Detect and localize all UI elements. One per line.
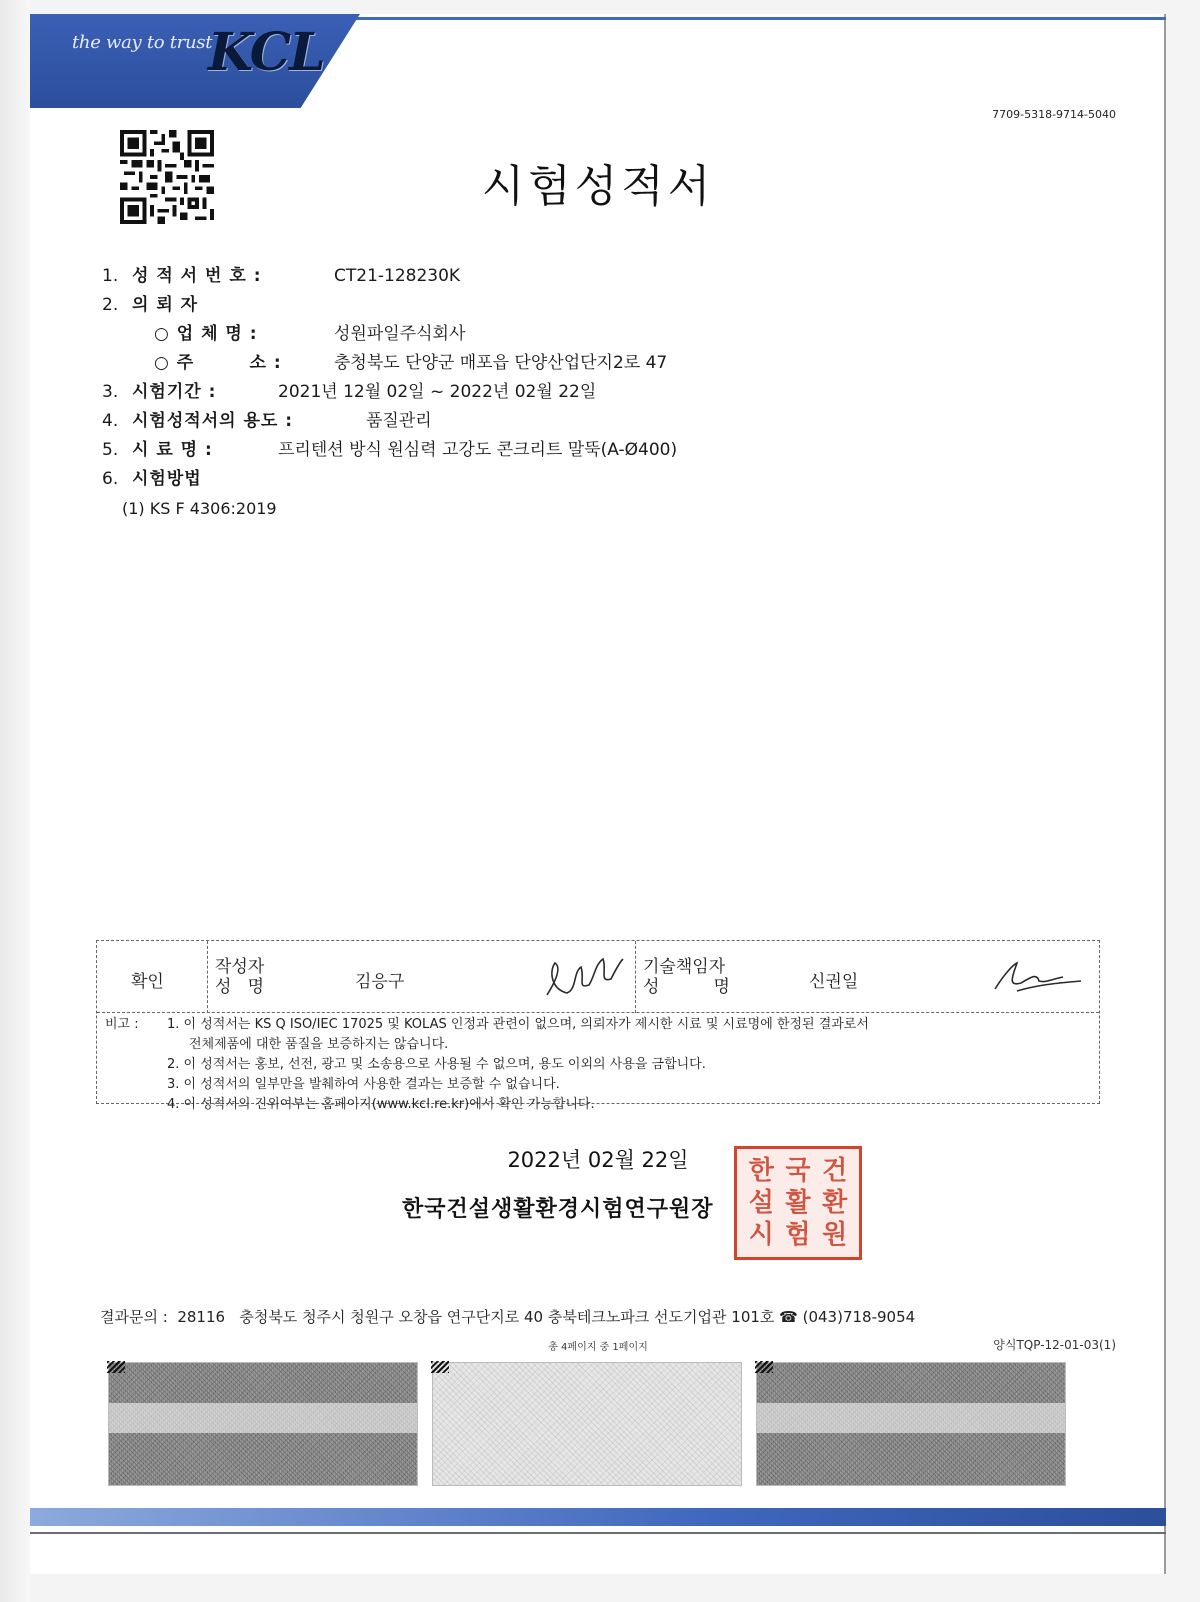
seal-char: 험 [785, 1220, 811, 1250]
writer-name-label: 성 명 [215, 977, 265, 997]
issuing-organization: 한국건설생활환경시험연구원장 [402, 1197, 714, 1222]
tagline: the way to trust [72, 32, 213, 53]
seal-char: 활 [785, 1188, 811, 1218]
item-number: 4. [102, 411, 119, 431]
tech-signature-icon [987, 953, 1087, 1003]
report-number-value: CT21-128230K [334, 266, 461, 286]
seal-char: 환 [822, 1188, 848, 1218]
item-number: 5. [102, 440, 119, 460]
divider [207, 941, 208, 1013]
writer-name: 김응구 [355, 972, 405, 992]
kcl-logo: KCL [208, 22, 324, 83]
document-code: 7709-5318-9714-5040 [992, 108, 1116, 121]
document-title: 시험성적서 [481, 161, 715, 212]
company-value: 성원파일주식회사 [334, 324, 466, 344]
tech-name: 신권일 [809, 972, 859, 992]
seal-char: 시 [748, 1220, 774, 1250]
tech-role-label: 기술책임자 [643, 957, 726, 977]
remark-item: 1. 이 성적서는 KS Q ISO/IEC 17025 및 KOLAS 인정과 관련이 없으며, 의뢰자가 제시한 시료 및 시료명에 한정된 결과로서 [167, 1017, 869, 1032]
remark-item: 3. 이 성적서의 일부만을 발췌하여 사용한 결과는 보증할 수 없습니다. [167, 1077, 560, 1092]
scan-edge [0, 0, 30, 1602]
form-code: 양식TQP-12-01-03(1) [993, 1338, 1116, 1352]
footer-rule [30, 1532, 1166, 1534]
address-value: 충청북도 단양군 매포읍 단양산업단지2로 47 [334, 353, 668, 373]
item-number: 2. [102, 295, 119, 315]
header-rule [300, 17, 1166, 20]
method-value: (1) KS F 4306:2019 [122, 499, 277, 518]
item-number: 1. [102, 266, 119, 286]
remark-item: 전체제품에 대한 품질을 보증하지는 않습니다. [189, 1037, 449, 1052]
confirm-label: 확인 [131, 972, 164, 992]
pattern-corner [431, 1361, 449, 1373]
tech-name-label: 성 명 [643, 977, 730, 997]
security-pattern [756, 1362, 1066, 1486]
writer-signature-icon [537, 949, 627, 1005]
period-value: 2021년 12월 02일 ~ 2022년 02월 22일 [278, 382, 597, 402]
confirmation-box [96, 940, 1100, 1112]
seal-char: 국 [785, 1156, 811, 1186]
pattern-corner [107, 1361, 125, 1373]
pattern-band [109, 1403, 417, 1433]
purpose-label: 시험성적서의 용도 : [132, 411, 294, 431]
client-label: 의 뢰 자 [132, 295, 199, 315]
security-pattern [432, 1362, 742, 1486]
method-label: 시험방법 [132, 469, 202, 489]
certificate-page [30, 14, 1166, 1574]
remark-item: 2. 이 성적서는 홍보, 선전, 광고 및 소송용으로 사용될 수 없으며, 용도 이외의 사용을 금합니다. [167, 1057, 706, 1072]
footer-banner [30, 1508, 1166, 1526]
company-label: ○ 업 체 명 : [154, 324, 258, 344]
seal-char: 원 [822, 1220, 848, 1250]
seal-char: 설 [748, 1188, 774, 1218]
security-pattern [108, 1362, 418, 1486]
remarks-heading: 비고 : [105, 1017, 139, 1032]
header-banner [30, 14, 1166, 108]
seal-char: 건 [822, 1156, 848, 1186]
signature-row [97, 941, 1099, 1013]
page-indicator: 총 4페이지 중 1페이지 [548, 1342, 648, 1353]
issue-date: 2022년 02월 22일 [507, 1148, 689, 1172]
period-label: 시험기간 : [132, 382, 217, 402]
item-number: 6. [102, 469, 119, 489]
remark-item: 4. 이 성적서의 진위여부는 홈페이지(www.kcl.re.kr)에서 확인 가능합니다. [167, 1097, 595, 1112]
sample-label: 시 료 명 : [132, 440, 213, 460]
item-number: 3. [102, 382, 119, 402]
writer-role-label: 작성자 [215, 957, 265, 977]
address-label: ○ 주 소 : [154, 353, 282, 373]
purpose-value: 품질관리 [366, 411, 432, 431]
sample-value: 프리텐션 방식 원심력 고강도 콘크리트 말뚝(A-Ø400) [278, 440, 678, 460]
pattern-corner [755, 1361, 773, 1373]
contact-info: 결과문의 : 28116 충청북도 청주시 청원구 오창읍 연구단지로 40 충북테크노파크 선도기업관 101호 ☎ (043)718-9054 [100, 1308, 916, 1326]
pattern-band [757, 1403, 1065, 1433]
report-number-label: 성 적 서 번 호 : [132, 266, 262, 286]
seal-char: 한 [748, 1156, 774, 1186]
seal-characters [743, 1155, 853, 1251]
official-seal [734, 1146, 862, 1260]
divider [635, 941, 636, 1013]
